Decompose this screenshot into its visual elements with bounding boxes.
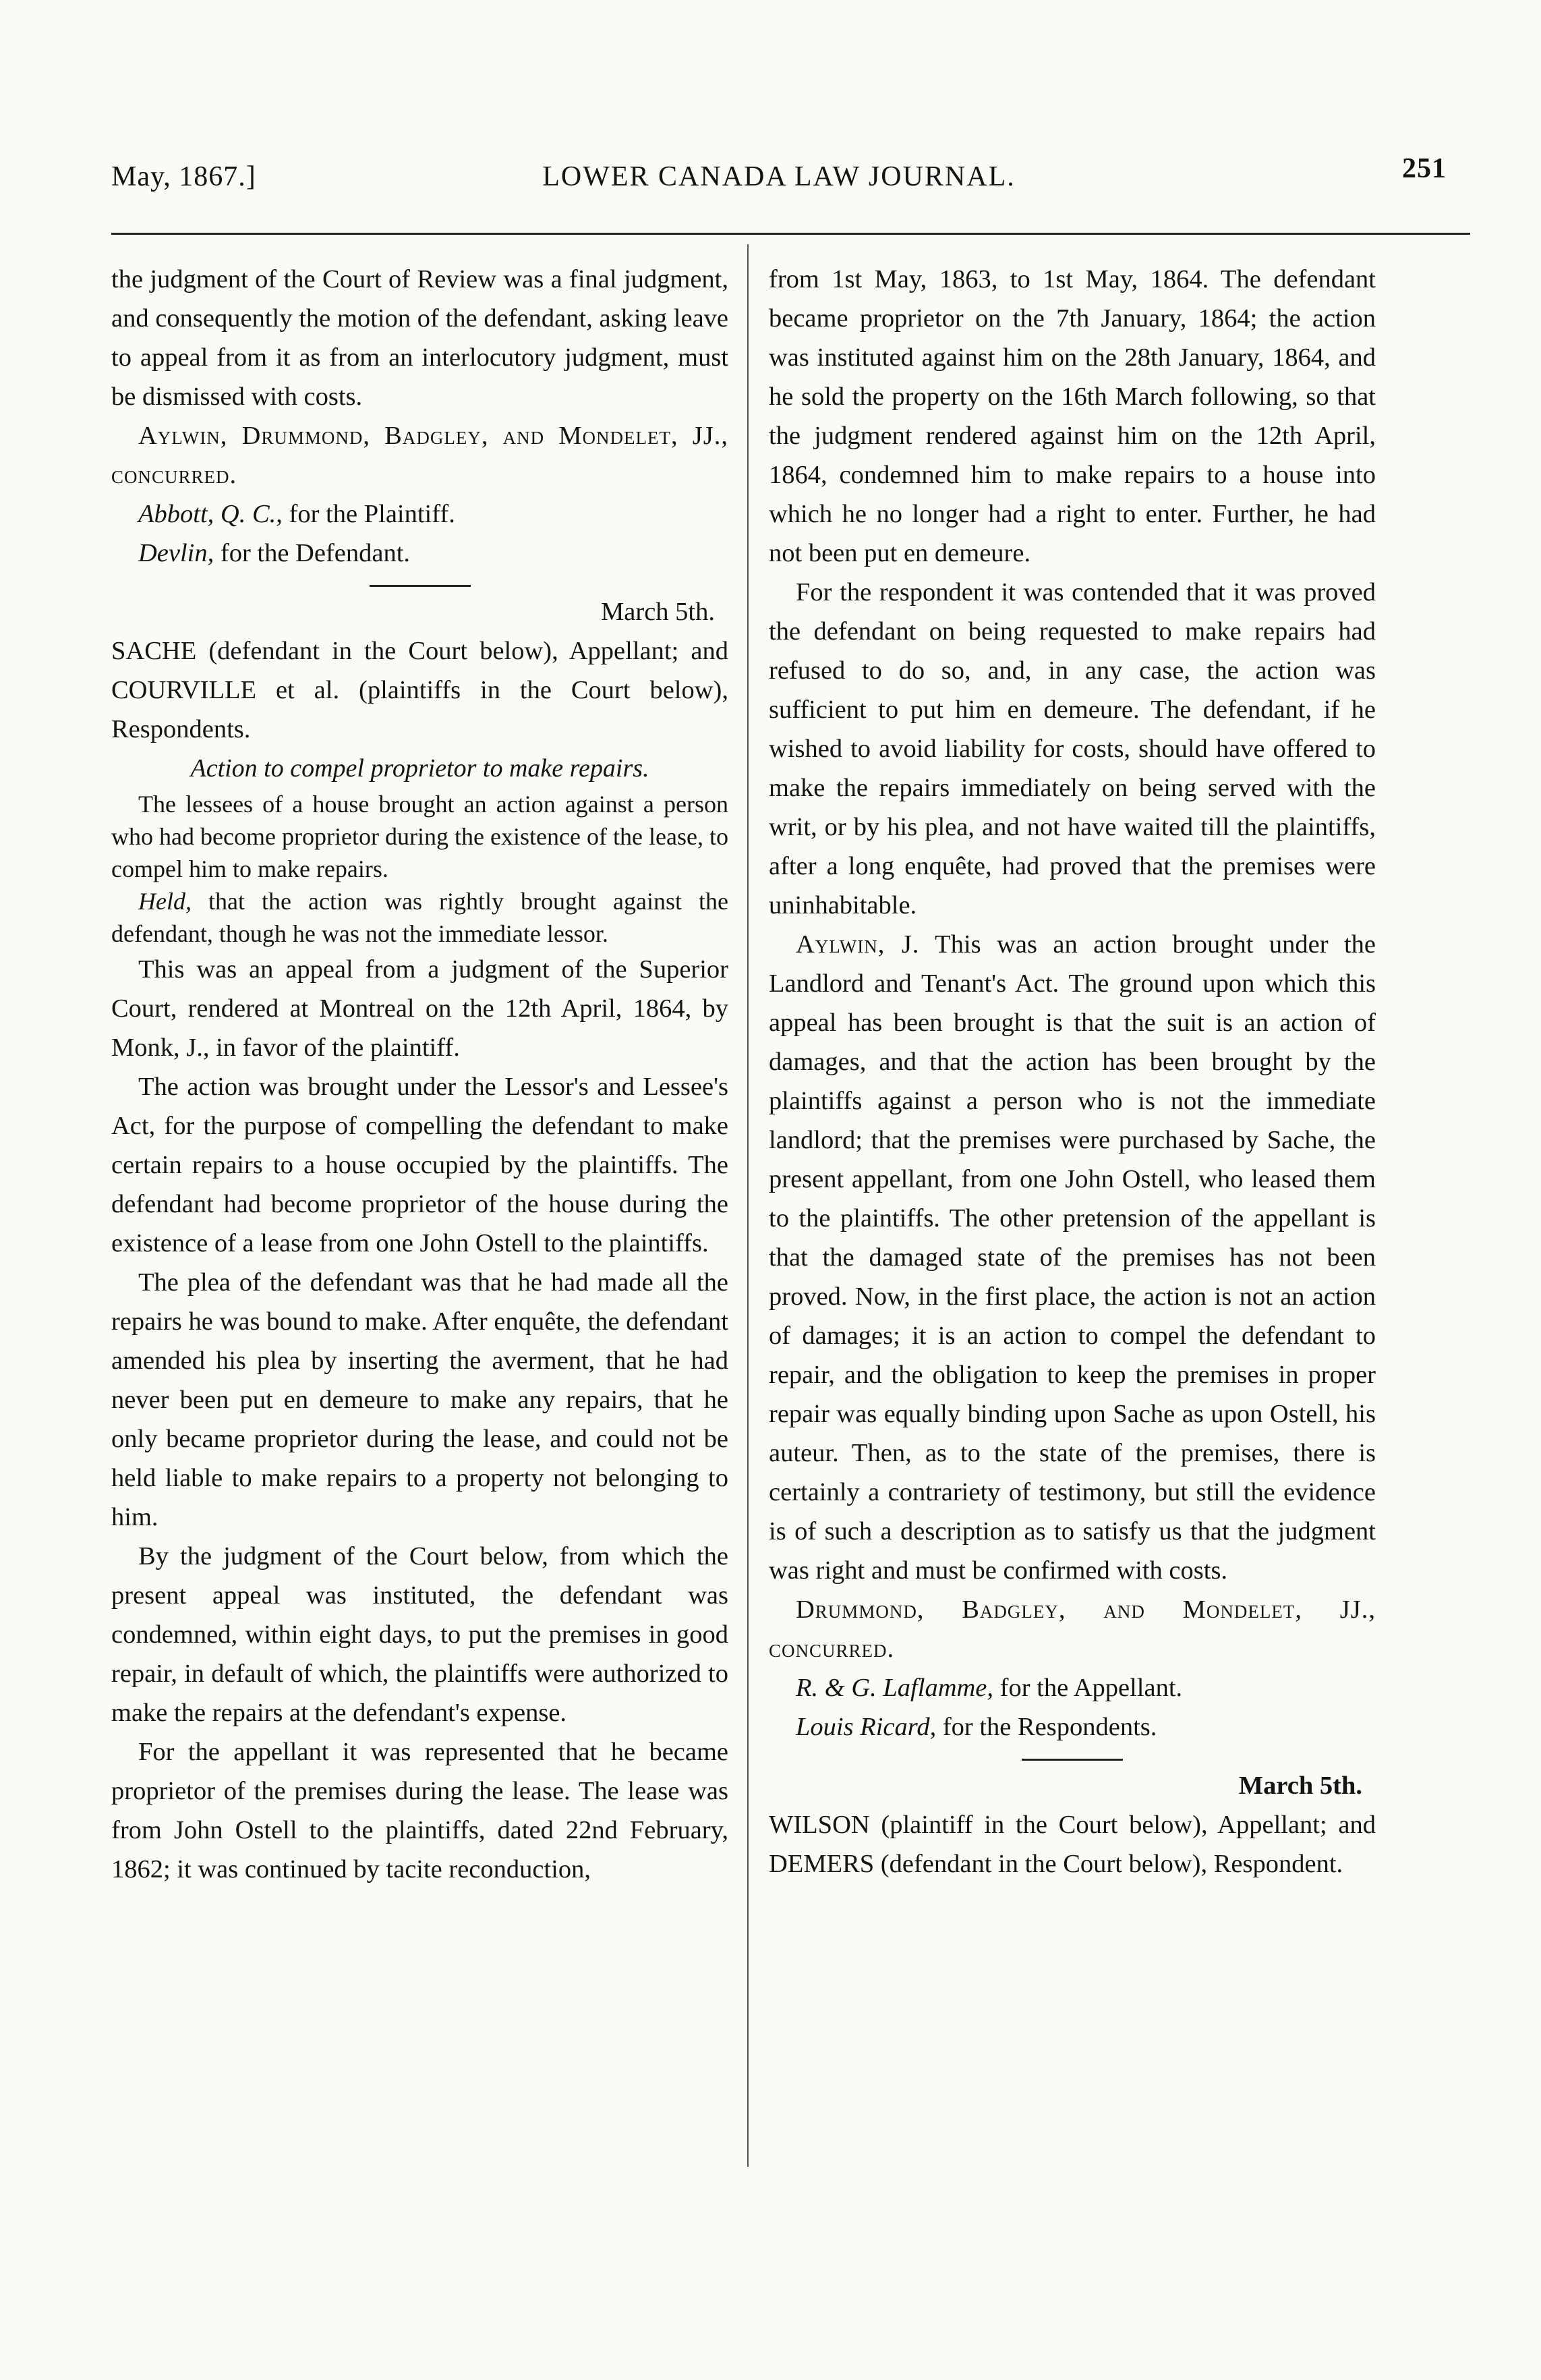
counsel-defendant [111,534,728,573]
paragraph: For the appellant it was represented that he became proprietor of the premises during the lease. The lease was from John Ostell to the plaintiffs, dated 22nd February, 1862; it was continued by tacite reconduction, [111,1738,728,1883]
counsel-role: for the Respondents. [936,1713,1157,1741]
opinion-text: This was an action brought under the Landlord and Tenant's Act. The ground upon which this appeal has been brought is that the suit is an action of damages, and that the action has been brought by the plaintiffs against a person who is not the immediate landlord; that the premises were purchased by Sache, the present appellant, from one John Ostell, who leased them to the plaintiffs. The other pretension of the appellant is that the damaged state of the premises has not been proved. Now, in the first place, the action is not an action of damages; it is an action to compel the defendant to repair, and the obligation to keep the premises in proper repair was equally binding upon Sache as upon Ostell, his auteur. Then, as to the state of the premises, there is certainly a contrariety of testimony, but still the evidence is of such a description as to satisfy us that the judgment was right and must be confirmed with costs. [769,930,1376,1585]
counsel-name: R. & G. Laflamme, [796,1674,994,1702]
paragraph: The action was brought under the Lessor's and Lessee's Act, for the purpose of compelling the defendant to make certain repairs to a house occupied by the plaintiffs. The defendant had become proprietor of the house during the existence of a lease from one John Ostell to the plaintiffs. [111,1073,728,1257]
counsel-name: Abbott, Q. C., [138,500,283,528]
counsel-role: for the Plaintiff. [282,500,455,528]
section-rule [1022,1759,1123,1761]
paragraph: The plea of the defendant was that he had made all the repairs he was bound to make. After enquête, the defendant amended his plea by inserting the averment, that he had never been put en demeure to make any repairs, that he only became proprietor during the lease, and could not be held liable to make repairs to a property not belonging to him. [111,1268,728,1531]
case-syllabus: Action to compel proprietor to make repairs. [190,754,649,783]
counsel-plaintiff [111,494,728,534]
held-text: that the action was rightly brought against the defendant, though he was not the immediate lessor. [111,888,728,947]
held-label: Held, [138,888,192,915]
column-divider [747,244,749,2167]
paragraph: By the judgment of the Court below, from which the present appeal was instituted, the defendant was condemned, within eight days, to put the premises in good repair, in default of which, the plaintiffs were authorized to make the repairs at the defendant's expense. [111,1542,728,1727]
header-date: May, 1867.] [111,161,256,192]
paragraph: This was an appeal from a judgment of the Superior Court, rendered at Montreal on the 12th April, 1864, by Monk, J., in favor of the plaintiff. [111,955,728,1062]
counsel-role: for the Defendant. [214,539,411,567]
paragraph: from 1st May, 1863, to 1st May, 1864. The defendant became proprietor on the 7th January, 1864; the action was instituted against him on the 28th January, 1864, and he sold the property on the 16th March following, so that the judgment rendered against him on the 12th April, 1864, condemned him to make repairs to a house into which he no longer had a right to enter. Further, he had not been put en demeure. [769,265,1376,567]
counsel-name: Louis Ricard, [796,1713,937,1741]
headnote: The lessees of a house brought an action against a person who had become proprietor during the existence of the lease, to compel him to make repairs. [111,791,728,882]
headnote-held [111,885,728,950]
paragraph: For the respondent it was contended that it was proved the defendant on being requested to make repairs had refused to do so, and, in any case, the action was sufficient to put him en demeure. The defendant, if he wished to avoid liability for costs, should have offered to make the repairs immediately on being served with the writ, or by his plea, and not have waited till the plaintiffs, after a long enquête, had proved that the premises were uninhabitable. [769,578,1376,919]
running-header [111,153,1447,201]
counsel-respondent [769,1707,1376,1747]
counsel-name: Devlin, [138,539,214,567]
case-date: March 5th. [601,598,715,626]
opinion-paragraph [769,925,1376,1590]
judge-name: Aylwin, J. [796,930,920,959]
case-date: March 5th. [1238,1772,1362,1800]
counsel-appellant [769,1668,1376,1707]
paragraph: the judgment of the Court of Review was a final judgment, and consequently the motion of the defendant, asking leave to appeal from it as from an interlocutory judgment, must be dismissed with costs. [111,265,728,411]
judges-concurred: Aylwin, Drummond, Badgley, and Mondelet, JJ., concurred. [111,422,728,489]
journal-title: LOWER CANADA LAW JOURNAL. [542,161,1016,192]
page-number: 251 [1402,153,1447,184]
judges-concurred: Drummond, Badgley, and Mondelet, JJ., concurred. [769,1595,1376,1663]
counsel-role: for the Appellant. [993,1674,1183,1702]
case-title: SACHE (defendant in the Court below), Appellant; and COURVILLE et al. (plaintiffs in the Court below), Respondents. [111,637,728,743]
right-column [769,260,1376,1883]
section-rule [370,585,471,587]
left-column [111,260,728,1889]
case-title: WILSON (plaintiff in the Court below), Appellant; and DEMERS (defendant in the Court below), Respondent. [769,1811,1376,1878]
header-rule [111,233,1470,235]
